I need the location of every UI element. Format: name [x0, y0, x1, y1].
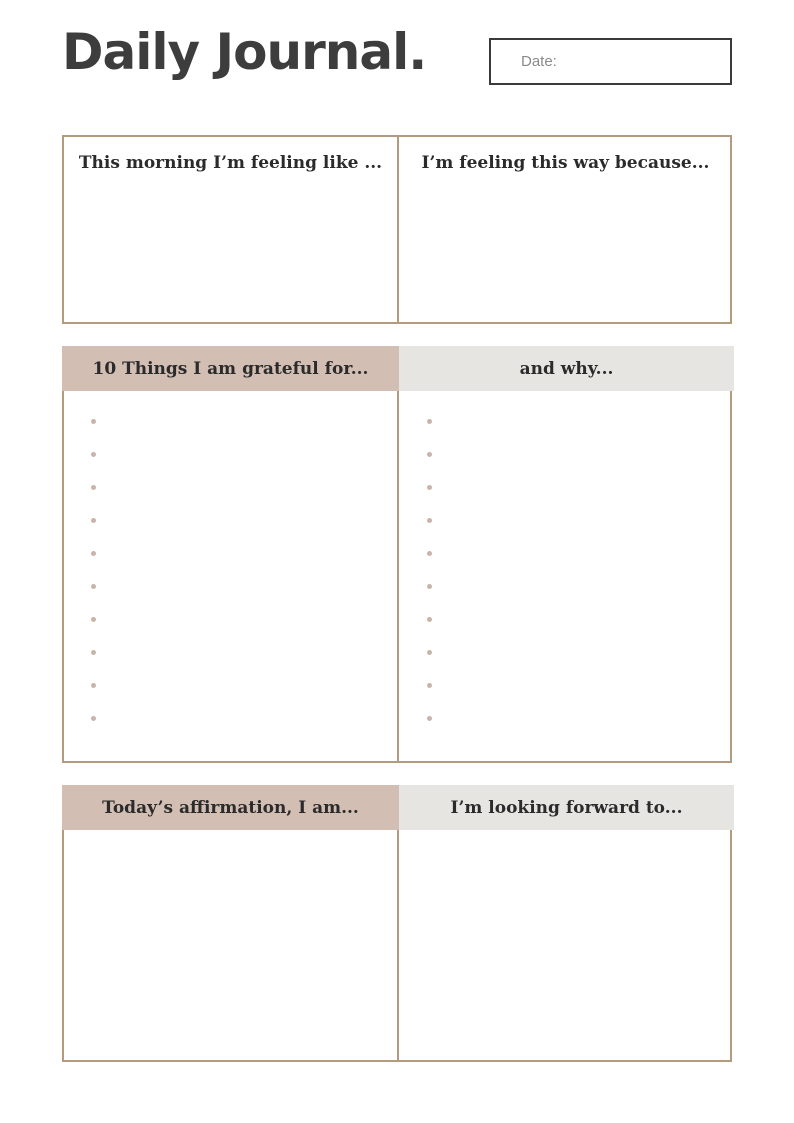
affirmation-heading: Today’s affirmation, I am... [102, 797, 359, 818]
forward-heading-band [399, 785, 734, 830]
bullet-dot-icon [427, 617, 432, 622]
feeling-reason-heading: I’m feeling this way because... [421, 153, 710, 173]
gratitude-heading-band [62, 346, 399, 391]
bullet-dot-icon [91, 419, 96, 424]
section-divider [397, 346, 399, 761]
bullet-dot-icon [427, 419, 432, 424]
bullet-dot-icon [427, 551, 432, 556]
date-field[interactable] [489, 38, 732, 85]
bullet-dot-icon [427, 452, 432, 457]
gratitude-section [62, 346, 732, 763]
bullet-dot-icon [91, 617, 96, 622]
bullet-dot-icon [427, 650, 432, 655]
bullet-dot-icon [427, 683, 432, 688]
bullet-dot-icon [91, 452, 96, 457]
affirmation-section [62, 785, 732, 1062]
gratitude-heading: 10 Things I am grateful for... [92, 358, 369, 379]
why-heading: and why... [519, 358, 614, 379]
why-heading-band [399, 346, 734, 391]
bullet-dot-icon [91, 485, 96, 490]
looking-forward-heading: I’m looking forward to... [450, 797, 683, 818]
bullet-dot-icon [91, 518, 96, 523]
bullet-dot-icon [91, 716, 96, 721]
feelings-section [62, 135, 732, 324]
bullet-dot-icon [427, 485, 432, 490]
affirmation-heading-band [62, 785, 399, 830]
bullet-dot-icon [427, 716, 432, 721]
bullet-dot-icon [91, 650, 96, 655]
page-title: Daily Journal. [62, 23, 427, 81]
bullet-dot-icon [91, 683, 96, 688]
bullet-dot-icon [91, 584, 96, 589]
date-label: Date: [521, 53, 557, 70]
morning-feeling-heading: This morning I’m feeling like ... [78, 153, 383, 173]
bullet-dot-icon [427, 518, 432, 523]
bullet-dot-icon [427, 584, 432, 589]
bullet-dot-icon [91, 551, 96, 556]
